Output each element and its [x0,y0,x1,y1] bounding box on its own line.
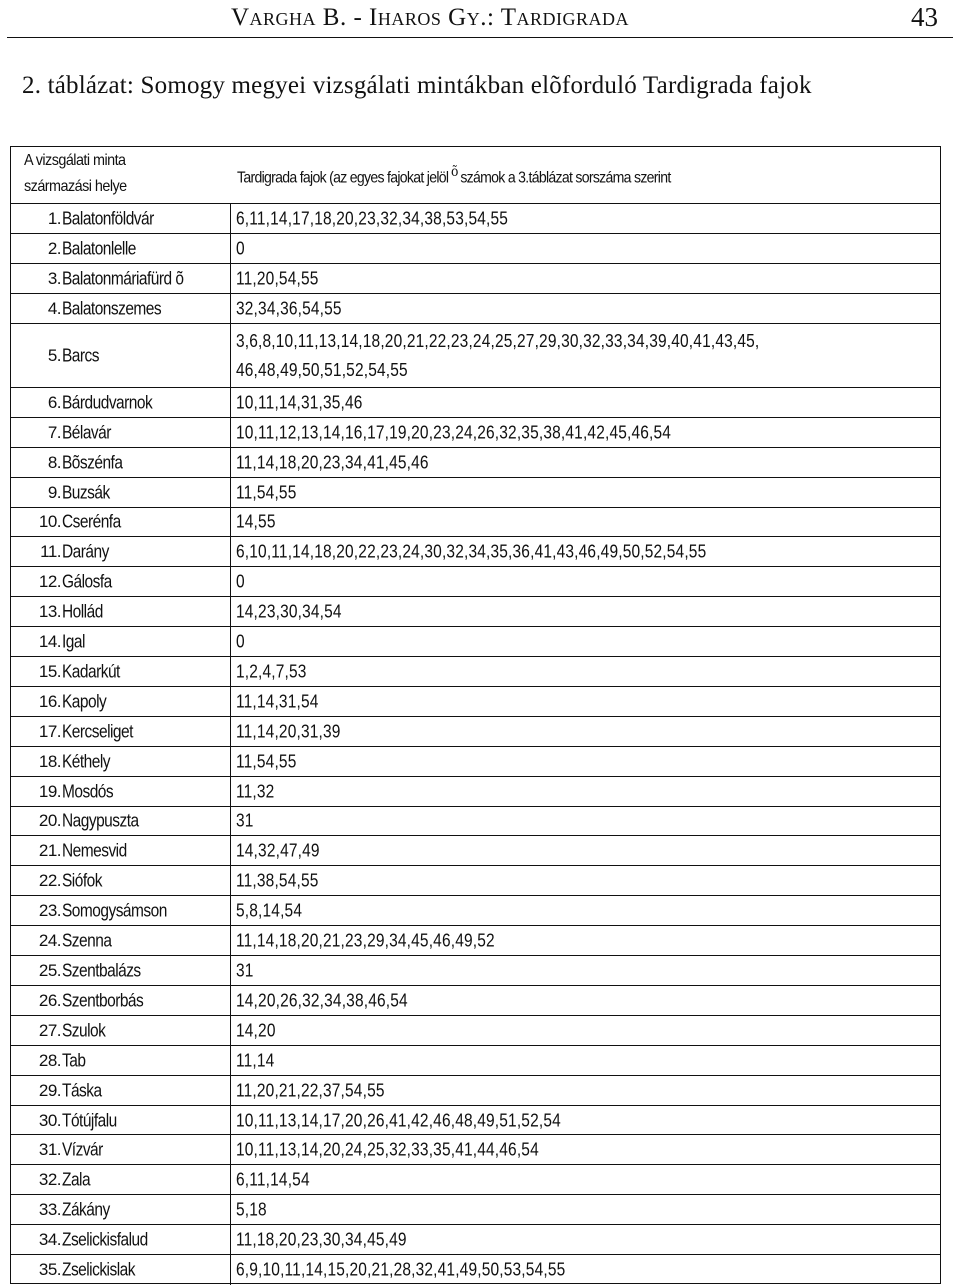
row-number: 29. [38,1080,61,1100]
row-number: 16. [38,691,61,711]
species-line: 10,11,13,14,20,24,25,32,33,35,41,44,46,54 [236,1139,539,1160]
row-number: 32. [38,1170,61,1190]
species-list [236,264,319,293]
location-cell [10,717,231,747]
row-number: 10. [38,512,61,532]
table-row [10,806,941,837]
row-number: 27. [38,1020,61,1040]
species-list [236,1256,565,1285]
species-list [236,448,429,477]
location-name: Kercseliget [62,721,133,742]
location-cell [10,448,231,478]
species-list [236,1076,385,1105]
location-name: Balatonmáriafürd õ [62,268,184,289]
table-row [10,387,941,418]
table-row [10,507,941,538]
species-list [236,777,274,806]
species-list [236,717,341,746]
location-cell [10,388,231,418]
table-row [10,686,941,717]
species-list [236,1226,407,1255]
location-cell [10,508,231,538]
species-line: 46,48,49,50,51,52,54,55 [236,359,408,380]
species-line: 11,14,18,20,23,34,41,45,46 [236,452,429,473]
table-row [10,596,941,627]
location-cell [10,567,231,597]
table-row [10,1164,941,1195]
location-name: Kadarkút [62,661,120,682]
location-name: Balatonlelle [62,238,136,259]
species-line: 10,11,12,13,14,16,17,19,20,23,24,26,32,35,38,41,42,45,46,54 [236,422,672,443]
species-line: 11,54,55 [236,751,297,772]
species-list [236,1106,561,1135]
header-rule [7,37,953,38]
location-name: Nemesvid [62,840,127,861]
species-line: 1,2,4,7,53 [236,661,307,682]
table-row [10,323,941,388]
location-name: Kéthely [62,751,111,772]
species-list [236,897,302,926]
location-name: Zákány [62,1199,110,1220]
location-name: Szentbalázs [62,960,141,981]
location-name: Vízvár [62,1139,103,1160]
table-row [10,566,941,597]
species-line: 10,11,14,31,35,46 [236,392,363,413]
table-row [10,1105,941,1136]
running-head [0,0,960,36]
location-cell [10,807,231,837]
row-number: 28. [38,1050,61,1070]
location-cell [10,657,231,687]
location-name: Zselickislak [62,1259,135,1280]
species-line: 11,38,54,55 [236,870,319,891]
table-row [10,1224,941,1255]
species-line: 6,11,14,17,18,20,23,32,34,38,53,54,55 [236,208,509,229]
table-row [10,656,941,687]
location-name: Igal [62,631,85,652]
row-number: 23. [38,901,61,921]
location-cell [10,1165,231,1195]
location-cell [10,956,231,986]
location-name: Tótújfalu [62,1110,117,1131]
location-name: Barcs [62,345,99,366]
location-name: Cserénfa [62,511,121,532]
row-number: 22. [38,871,61,891]
species-list [236,327,759,385]
species-line: 31 [236,960,254,981]
table-row [10,925,941,956]
species-line: 0 [236,238,245,259]
row-number: 7. [47,422,61,442]
location-cell [10,294,231,324]
species-list [236,747,296,776]
table-row [10,417,941,448]
row-number: 13. [38,602,61,622]
location-name: Mosdós [62,781,114,802]
table-row [10,536,941,567]
header-sample-origin: A vizsgálati minta származási helye [24,152,127,195]
species-list [236,418,671,447]
location-name: Táska [62,1080,102,1101]
species-list [236,1196,267,1225]
header-species [237,164,671,187]
location-cell [10,597,231,627]
location-cell [10,478,231,508]
species-list [236,508,276,537]
species-line: 5,8,14,54 [236,900,303,921]
table-row [10,985,941,1016]
row-number: 24. [38,931,61,951]
location-cell [10,1135,231,1165]
table-row [10,626,941,657]
location-cell [10,204,231,234]
location-name: Bõszénfa [62,452,123,473]
row-number: 8. [47,452,61,472]
table-row [10,293,941,324]
location-name: Zselickisfalud [62,1229,148,1250]
table-row [10,477,941,508]
location-cell [10,747,231,777]
location-cell [10,687,231,717]
row-number: 33. [38,1200,61,1220]
location-name: Szentborbás [62,990,144,1011]
location-cell [10,1106,231,1136]
location-name: Bárdudvarnok [62,392,153,413]
row-number: 4. [47,298,61,318]
table-row [10,233,941,264]
species-list [236,837,320,866]
location-name: Tab [62,1050,86,1071]
table-row [10,1015,941,1046]
table-row [10,203,941,234]
location-name: Bélavár [62,422,111,443]
species-line: 14,23,30,34,54 [236,601,342,622]
species-line: 6,10,11,14,18,20,22,23,24,30,32,34,35,36,41,43,46,49,50,52,54,55 [236,541,707,562]
location-name: Balatonföldvár [62,208,154,229]
species-list [236,1166,310,1195]
species-line: 14,20 [236,1020,276,1041]
location-name: Buzsák [62,482,110,503]
species-line: 11,14,18,20,21,23,29,34,45,46,49,52 [236,930,495,951]
species-list [236,807,254,836]
location-cell [10,1255,231,1285]
location-name: Hollád [62,601,103,622]
location-cell [10,324,231,388]
row-number: 5. [47,345,61,365]
location-name: Szulok [62,1020,106,1041]
species-line: 11,20,21,22,37,54,55 [236,1080,385,1101]
species-list [236,1016,276,1045]
location-name: Zala [62,1169,91,1190]
species-list [236,867,319,896]
table-row [10,1254,941,1285]
species-line: 0 [236,631,245,652]
location-cell [10,1076,231,1106]
location-name: Szenna [62,930,112,951]
species-line: 11,14,20,31,39 [236,721,341,742]
row-number: 30. [38,1110,61,1130]
species-line: 3,6,8,10,11,13,14,18,20,21,22,23,24,25,27,29,30,32,33,34,39,40,41,43,45, [236,330,760,351]
species-list [236,598,342,627]
row-number: 12. [38,572,61,592]
row-number: 34. [38,1230,61,1250]
table-row [10,1045,941,1076]
species-list [236,204,508,233]
species-list [236,538,706,567]
species-list [236,986,408,1015]
species-line: 11,32 [236,781,275,802]
species-line: 0 [236,571,245,592]
location-name: Siófok [62,870,102,891]
species-list [236,687,319,716]
table-row [10,776,941,807]
row-number: 2. [47,238,61,258]
species-line: 6,9,10,11,14,15,20,21,28,32,41,49,50,53,54,55 [236,1259,566,1280]
table-row [10,716,941,747]
row-number: 26. [38,990,61,1010]
location-cell [10,926,231,956]
species-line: 11,14,31,54 [236,691,319,712]
location-name: Gálosfa [62,571,112,592]
species-list [236,1136,539,1165]
location-cell [10,866,231,896]
location-cell [10,234,231,264]
location-name: Kapoly [62,691,107,712]
species-list [236,1046,274,1075]
table-row [10,865,941,896]
location-cell [10,896,231,926]
location-cell [10,986,231,1016]
species-list [236,657,307,686]
location-cell [10,1225,231,1255]
species-list [236,294,342,323]
species-line: 14,55 [236,511,276,532]
location-cell [10,1195,231,1225]
species-line: 11,14 [236,1050,275,1071]
row-number: 1. [47,208,61,228]
table-row [10,1075,941,1106]
table-row [10,263,941,294]
header-species-symbol: õ [450,164,458,180]
location-name: Darány [62,541,109,562]
location-name: Nagypuszta [62,810,139,831]
species-line: 11,18,20,23,30,34,45,49 [236,1229,407,1250]
header-species-text-b: számok a 3.táblázat sorszáma szerint [460,169,671,187]
species-line: 11,54,55 [236,482,297,503]
row-number: 25. [38,961,61,980]
row-number: 3. [47,268,61,288]
location-cell [10,537,231,567]
species-line: 32,34,36,54,55 [236,298,342,319]
row-number: 19. [38,781,61,801]
table-row [10,447,941,478]
species-list [236,628,245,657]
species-line: 14,32,47,49 [236,840,320,861]
species-list [236,568,245,597]
location-name: Somogysámson [62,900,167,921]
species-line: 5,18 [236,1199,267,1220]
location-cell [10,1016,231,1046]
table-row [10,835,941,866]
species-list [236,478,296,507]
table-row [10,746,941,777]
row-number: 15. [38,661,61,681]
row-number: 11. [40,542,61,562]
row-number: 20. [38,811,61,831]
table-row [10,1194,941,1225]
location-cell [10,836,231,866]
species-list [236,234,245,263]
species-line: 6,11,14,54 [236,1169,310,1190]
row-number: 6. [47,392,61,412]
species-list [236,927,495,956]
location-cell [10,1046,231,1076]
row-number: 31. [38,1140,61,1160]
row-number: 14. [38,632,61,652]
location-cell [10,418,231,448]
header-species-text-a: Tardigrada fajok (az egyes fajokat jelöl [237,169,449,187]
table-row [10,955,941,986]
page-number: 43 [911,2,938,32]
row-number: 18. [38,751,61,771]
species-line: 14,20,26,32,34,38,46,54 [236,990,408,1011]
species-line: 31 [236,810,254,831]
location-cell [10,777,231,807]
row-number: 17. [38,721,61,741]
row-number: 9. [47,482,61,502]
location-cell [10,627,231,657]
row-number: 35. [38,1260,61,1280]
location-cell [10,264,231,294]
running-head-title: Vargha B. - Iharos Gy.: Tardigrada [231,4,629,31]
row-number: 21. [38,841,61,861]
table-caption: 2. táblázat: Somogy megyei vizsgálati mintákban elõforduló Tardigrada fajok [22,72,812,99]
species-line: 11,20,54,55 [236,268,319,289]
species-list [236,388,363,417]
location-name: Balatonszemes [62,298,162,319]
species-list [236,957,254,986]
table-row [10,895,941,926]
table-row [10,1134,941,1165]
species-line: 10,11,13,14,17,20,26,41,42,46,48,49,51,52,54 [236,1110,561,1131]
